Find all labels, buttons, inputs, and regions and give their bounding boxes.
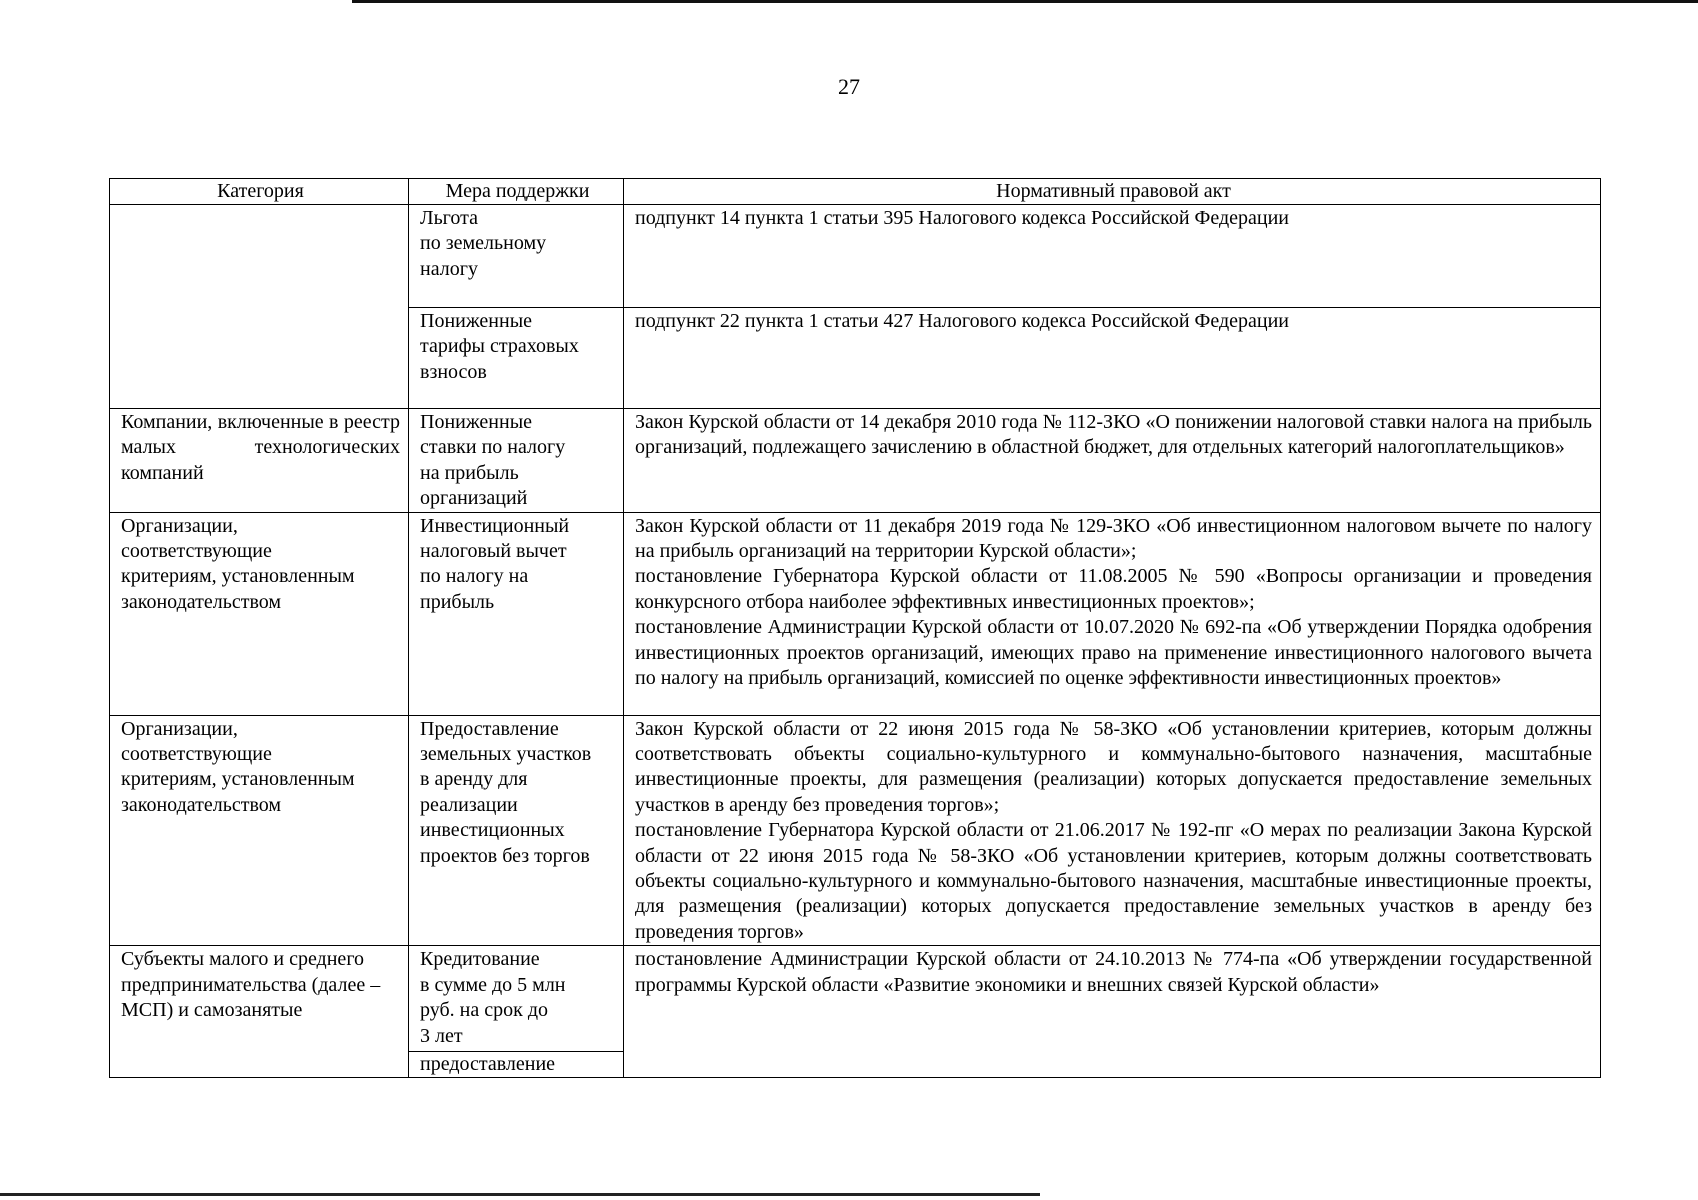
table-row [110, 946, 1601, 1078]
legal-act-cell: подпункт 14 пункта 1 статьи 395 Налогового кодекса Российской Федерации [624, 205, 1601, 308]
category-cell: Организации, соответствующие критериям, установленным законодательством [110, 512, 409, 715]
table-header-row [110, 179, 1601, 205]
page-number: 27 [838, 74, 860, 99]
measure-cell: Пониженные тарифы страховых взносов [409, 308, 624, 409]
category-cell [110, 205, 409, 409]
measure-cell: Инвестиционный налоговый вычет по налогу на прибыль [409, 512, 624, 715]
legal-act-paragraph: Закон Курской области от 22 июня 2015 года № 58-ЗКО «Об установлении критериев, которым должны соответствовать объекты социально-культурного и коммунально-бытового назначения, масштабные инвестиционные проекты, для размещения (реализации) которых допускается предоставление земельных участков в аренду без проведения торгов»; [635, 717, 1592, 816]
measure-cell: Льгота по земельному налогу [409, 205, 624, 308]
legal-act-cell [624, 512, 1601, 715]
measure-cell [409, 946, 624, 1078]
measure-cell: Предоставление земельных участков в аренду для реализации инвестиционных проектов без торгов [409, 715, 624, 946]
header-legal-act: Нормативный правовой акт [624, 179, 1601, 205]
legal-act-paragraph: постановление Губернатора Курской области от 11.08.2005 № 590 «Вопросы организации и проведения конкурсного отбора наиболее эффективных инвестиционных проектов»; [635, 565, 1592, 613]
measure-cell: Пониженные ставки по налогу на прибыль организаций [409, 409, 624, 513]
legal-act-cell [624, 715, 1601, 946]
bottom-scan-edge [0, 1193, 1040, 1196]
table-row [110, 715, 1601, 946]
category-cell: Компании, включенные в реестр малых технологических компаний [110, 409, 409, 513]
table-row [110, 205, 1601, 308]
legal-act-paragraph: постановление Губернатора Курской области от 21.06.2017 № 192-пг «О мерах по реализации Закона Курской области от 22 июня 2015 года № 58-ЗКО «Об установлении критериев, которым должны соответствовать объекты социально-культурного и коммунально-бытового назначения, масштабные инвестиционные проекты, для размещения (реализации) которых допускается предоставление земельных участков в аренду без проведения торгов» [635, 819, 1592, 943]
measure-continuation: предоставление [409, 1051, 623, 1077]
table-row [110, 512, 1601, 715]
top-scan-edge [352, 0, 1698, 3]
header-support-measure: Мера поддержки [409, 179, 624, 205]
legal-act-cell: подпункт 22 пункта 1 статьи 427 Налогового кодекса Российской Федерации [624, 308, 1601, 409]
legal-act-paragraph: Закон Курской области от 11 декабря 2019 года № 129-ЗКО «Об инвестиционном налоговом вычете по налогу на прибыль организаций на территории Курской области»; [635, 514, 1592, 563]
category-cell: Организации, соответствующие критериям, установленным законодательством [110, 715, 409, 946]
measure-text: Кредитование в сумме до 5 млн руб. на срок до 3 лет [420, 948, 566, 1047]
header-category: Категория [110, 179, 409, 205]
legal-act-paragraph: постановление Администрации Курской области от 10.07.2020 № 692-па «Об утверждении Порядка одобрения инвестиционных проектов организаций, имеющих право на применение инвестиционного налогового вычета по налогу на прибыль организаций, комиссией по оценке эффективности инвестиционных проектов» [635, 616, 1592, 690]
support-measures-table [109, 178, 1601, 1078]
legal-act-cell: постановление Администрации Курской области от 24.10.2013 № 774-па «Об утверждении государственной программы Курской области «Развитие экономики и внешних связей Курской области» [624, 946, 1601, 1078]
category-cell: Субъекты малого и среднего предпринимательства (далее – МСП) и самозанятые [110, 946, 409, 1078]
table-row [110, 409, 1601, 513]
legal-act-cell: Закон Курской области от 14 декабря 2010 года № 112-ЗКО «О понижении налоговой ставки налога на прибыль организаций, подлежащего зачислению в областной бюджет, для отдельных категорий налогоплательщиков» [624, 409, 1601, 513]
